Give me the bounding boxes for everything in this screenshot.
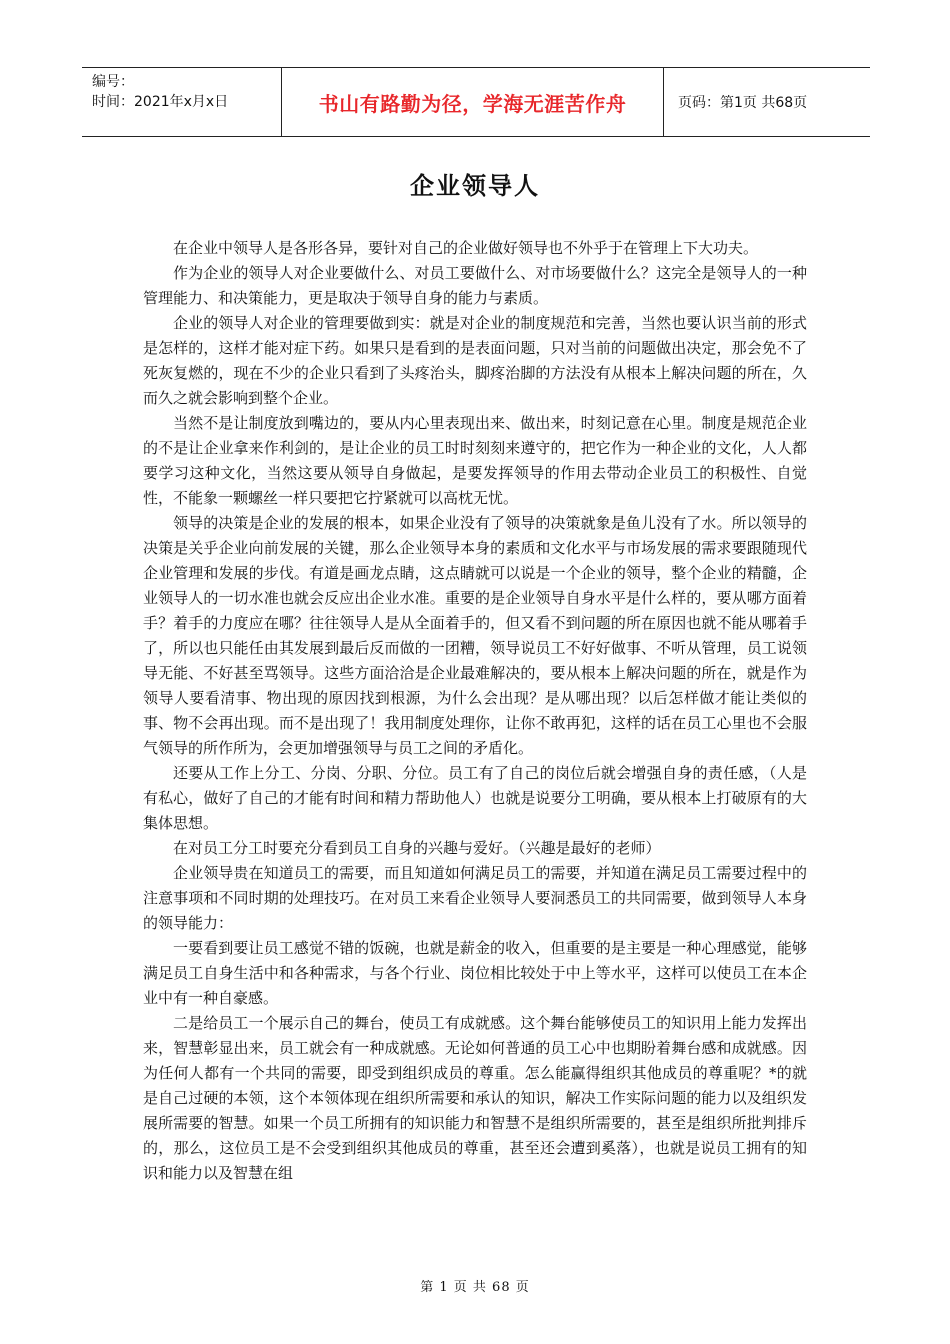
paragraph: 领导的决策是企业的发展的根本，如果企业没有了领导的决策就象是鱼儿没有了水。所以领导的决策是关乎企业向前发展的关键，那么企业领导本身的素质和文化水平与市场发展的需求要跟随现代企业管理和发展的步伐。有道是画龙点睛，这点睛就可以说是一个企业的领导，整个企业的精髓，企业领导人的一切水准也就会反应出企业水准。重要的是企业领导自身水平是什么样的，要从哪方面着手？着手的力度应在哪？往往领导人是从全面着手的，但又看不到问题的所在原因也就不能从哪着手了，所以也只能任由其发展到最后反而做的一团糟，领导说员工不好好做事、不听从管理，员工说领导无能、不好甚至骂领导。这些方面洽洽是企业最难解决的，要从根本上解决问题的所在，就是作为领导人要看清事、物出现的原因找到根源，为什么会出现？是从哪出现？以后怎样做才能让类似的事、物不会再出现。而不是出现了！我用制度处理你，让你不敢再犯，这样的话在员工心里也不会服气领导的所作所为，会更加增强领导与员工之间的矛盾化。 bbox=[143, 514, 807, 757]
header-number-label: 编号： bbox=[92, 74, 134, 90]
paragraph: 二是给员工一个展示自己的舞台，使员工有成就感。这个舞台能够使员工的知识用上能力发挥出来，智慧彰显出来，员工就会有一种成就感。无论如何普通的员工心中也期盼着舞台感和成就感。因为任何人都有一个共同的需要，即受到组织成员的尊重。怎么能赢得组织其他成员的尊重呢？*的就是自己过硬的本领，这个本领体现在组织所需要和承认的知识，解决工作实际问题的能力以及组织发展所需要的智慧。如果一个员工所拥有的知识能力和智慧不是组织所需要的，甚至是组织所批判排斥的，那么，这位员工是不会受到组织其他成员的尊重，甚至还会遭到奚落），也就是说员工拥有的知识和能力以及智慧在组 bbox=[143, 1014, 807, 1182]
header-motto: 书山有路勤为径，学海无涯苦作舟 bbox=[282, 68, 664, 136]
paragraph: 企业的领导人对企业的管理要做到实：就是对企业的制度规范和完善，当然也要认识当前的形式是怎样的，这样才能对症下药。如果只是看到的是表面问题，只对当前的问题做出决定，那会免不了死灰复燃的，现在不少的企业只看到了头疼治头，脚疼治脚的方法没有从根本上解决问题的所在，久而久之就会影响到整个企业。 bbox=[143, 314, 807, 407]
paragraph: 企业领导贵在知道员工的需要，而且知道如何满足员工的需要，并知道在满足员工需要过程中的注意事项和不同时期的处理技巧。在对员工来看企业领导人要洞悉员工的共同需要，做到领导人本身的领导能力： bbox=[143, 864, 807, 932]
document-header bbox=[82, 67, 870, 137]
header-date-label: 时间：2021年x月x日 bbox=[92, 94, 229, 110]
paragraph: 还要从工作上分工、分岗、分职、分位。员工有了自己的岗位后就会增强自身的责任感，（人是有私心，做好了自己的才能有时间和精力帮助他人）也就是说要分工明确，要从根本上打破原有的大集体思想。 bbox=[143, 764, 807, 832]
page-footer: 第 1 页 共 68 页 bbox=[420, 1280, 530, 1295]
paragraph: 当然不是让制度放到嘴边的，要从内心里表现出来、做出来，时刻记意在心里。制度是规范企业的不是让企业拿来作利剑的，是让企业的员工时时刻刻来遵守的，把它作为一种企业的文化，人人都要学习这种文化，当然这要从领导自身做起，是要发挥领导的作用去带动企业员工的积极性、自觉性，不能象一颗螺丝一样只要把它拧紧就可以高枕无忧。 bbox=[143, 414, 807, 507]
paragraph: 一要看到要让员工感觉不错的饭碗，也就是薪金的收入，但重要的是主要是一种心理感觉，能够满足员工自身生活中和各种需求，与各个行业、岗位相比较处于中上等水平，这样可以使员工在本企业中有一种自豪感。 bbox=[143, 939, 807, 1007]
header-meta bbox=[82, 68, 282, 136]
document-title: 企业领导人 bbox=[410, 171, 540, 200]
paragraph: 在企业中领导人是各形各异，要针对自己的企业做好领导也不外乎于在管理上下大功夫。 bbox=[173, 239, 759, 257]
document-body bbox=[143, 236, 807, 1186]
header-page-info: 页码：第1页 共68页 bbox=[678, 95, 808, 111]
paragraph: 作为企业的领导人对企业要做什么、对员工要做什么、对市场要做什么？这完全是领导人的一种管理能力、和决策能力，更是取决于领导自身的能力与素质。 bbox=[143, 264, 807, 307]
paragraph: 在对员工分工时要充分看到员工自身的兴趣与爱好。（兴趣是最好的老师） bbox=[173, 839, 661, 857]
